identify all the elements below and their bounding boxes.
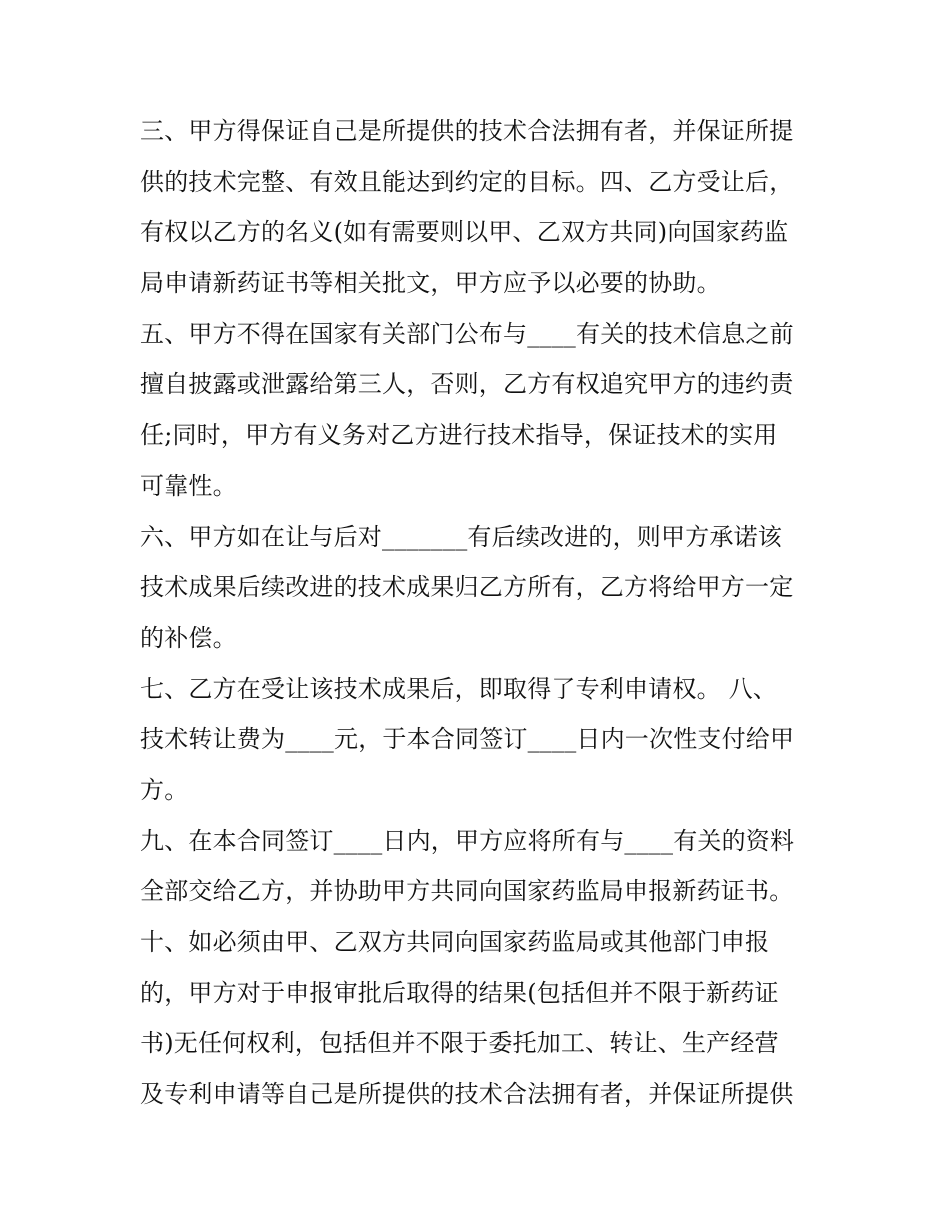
text-line: 擅自披露或泄露给第三人，否则，乙方有权追究甲方的违约责 (140, 370, 794, 399)
text-line: 七、乙方在受让该技术成果后，即取得了专利申请权。 八、 (140, 674, 778, 703)
text-line: 十、如必须由甲、乙双方共同向国家药监局或其他部门申报 (140, 928, 770, 956)
text-line: 技术转让费为____元，于本合同签订____日内一次性支付给甲 (140, 725, 795, 754)
text-line: 局申请新药证书等相关批文，甲方应予以必要的协助。 (140, 269, 721, 298)
text-line: 供的技术完整、有效且能达到约定的目标。四、乙方受让后， (140, 167, 794, 196)
text-line: 的补偿。 (140, 623, 237, 652)
text-line: 方。 (140, 775, 189, 804)
text-line: 可靠性。 (140, 471, 237, 500)
text-line: 任;同时，甲方有义务对乙方进行技术指导，保证技术的实用 (140, 421, 778, 450)
text-line: 技术成果后续改进的技术成果归乙方所有，乙方将给甲方一定 (140, 573, 794, 602)
text-line: 六、甲方如在让与后对_______有后续改进的，则甲方承诺该 (140, 522, 782, 551)
text-line: 全部交给乙方，并协助甲方共同向国家药监局申报新药证书。 (140, 877, 794, 906)
text-line: 五、甲方不得在国家有关部门公布与____有关的技术信息之前 (140, 319, 794, 348)
text-line: 九、在本合同签订____日内，甲方应将所有与____有关的资料 (140, 826, 795, 855)
text-line: 的，甲方对于申报审批后取得的结果(包括但并不限于新药证 (140, 978, 779, 1007)
text-line: 及专利申请等自己是所提供的技术合法拥有者，并保证所提供 (140, 1080, 794, 1109)
text-line: 有权以乙方的名义(如有需要则以甲、乙双方共同)向国家药监 (140, 218, 789, 247)
text-line: 书)无任何权利，包括但并不限于委托加工、转让、生产经营 (140, 1029, 779, 1058)
document-body (140, 106, 820, 1120)
text-line: 三、甲方得保证自己是所提供的技术合法拥有者，并保证所提 (140, 117, 794, 145)
